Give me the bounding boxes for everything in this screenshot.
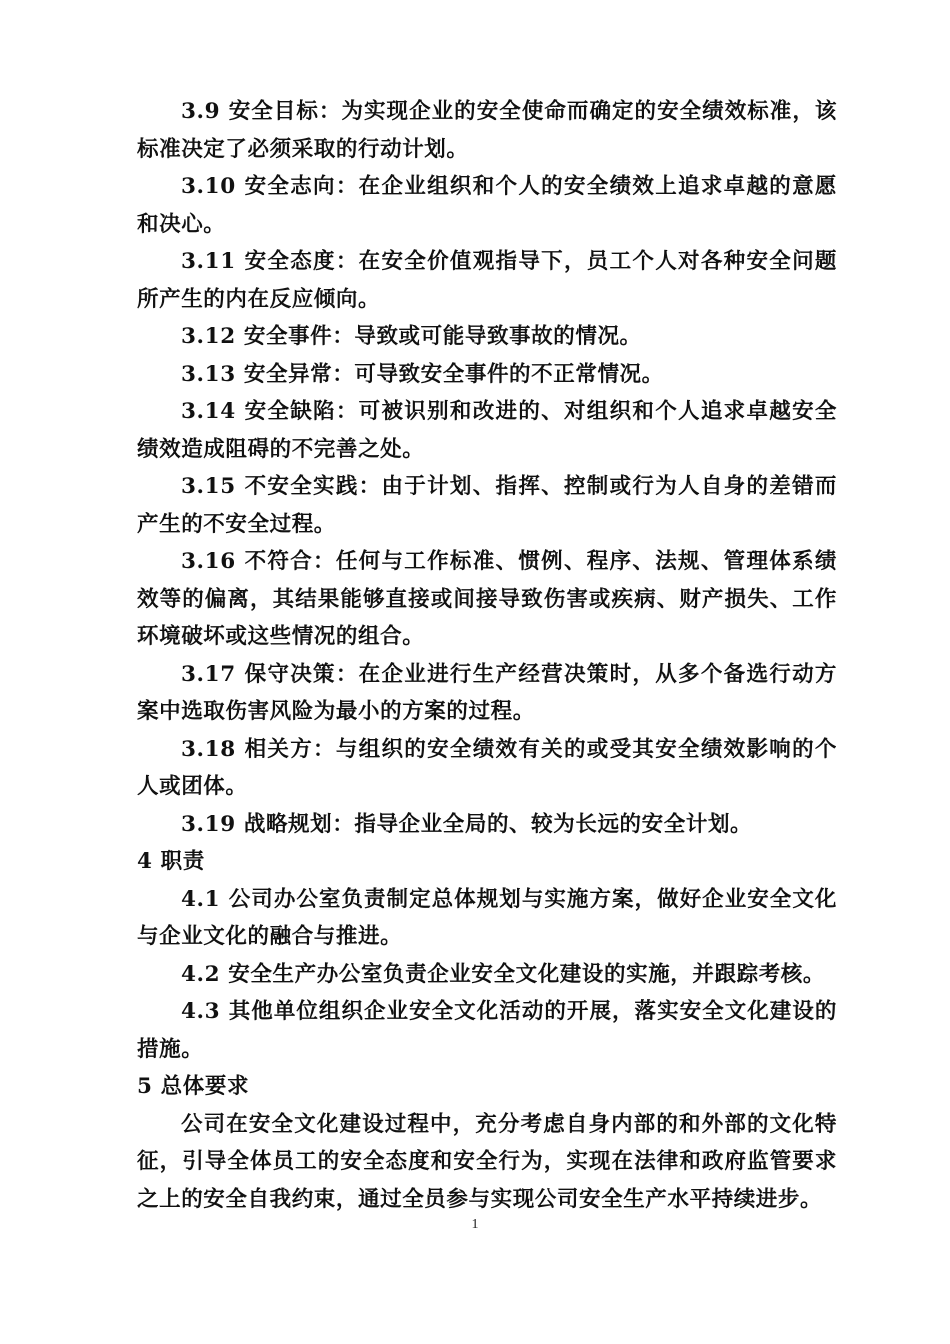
clause-3-18: 3.18 相关方：与组织的安全绩效有关的或受其安全绩效影响的个人或团体。 <box>137 736 837 799</box>
document-body <box>137 93 837 1218</box>
clause-3-19: 3.19 战略规划：指导企业全局的、较为长远的安全计划。 <box>181 811 753 837</box>
clause-3-14: 3.14 安全缺陷：可被识别和改进的、对组织和个人追求卓越安全绩效造成阻碍的不完善之处。 <box>137 399 837 462</box>
clause-3-11: 3.11 安全态度：在安全价值观指导下，员工个人对各种安全问题所产生的内在反应倾向。 <box>137 249 837 312</box>
section-heading-general-requirements: 5 总体要求 <box>137 1074 250 1099</box>
clause-3-17: 3.17 保守决策：在企业进行生产经营决策时，从多个备选行动方案中选取伤害风险为最小的方案的过程。 <box>137 661 837 724</box>
clause-3-13: 3.13 安全异常：可导致安全事件的不正常情况。 <box>181 361 664 387</box>
clause-3-16: 3.16 不符合：任何与工作标准、惯例、程序、法规、管理体系绩效等的偏离，其结果能够直接或间接导致伤害或疾病、财产损失、工作环境破坏或这些情况的组合。 <box>137 549 837 649</box>
section-heading-responsibilities: 4 职责 <box>137 849 205 874</box>
clause-3-9: 3.9 安全目标：为实现企业的安全使命而确定的安全绩效标准，该标准决定了必须采取的行动计划。 <box>137 99 837 162</box>
clause-3-10: 3.10 安全志向：在企业组织和个人的安全绩效上追求卓越的意愿和决心。 <box>137 174 837 237</box>
clause-3-15: 3.15 不安全实践：由于计划、指挥、控制或行为人自身的差错而产生的不安全过程。 <box>137 474 837 537</box>
clause-4-3: 4.3 其他单位组织企业安全文化活动的开展，落实安全文化建设的措施。 <box>137 999 837 1062</box>
general-requirements-paragraph: 公司在安全文化建设过程中，充分考虑自身内部的和外部的文化特征，引导全体员工的安全态度和安全行为，实现在法律和政府监管要求之上的安全自我约束，通过全员参与实现公司安全生产水平持续进步。 <box>137 1111 837 1212</box>
clause-3-12: 3.12 安全事件：导致或可能导致事故的情况。 <box>181 324 642 349</box>
clause-4-2: 4.2 安全生产办公室负责企业安全文化建设的实施，并跟踪考核。 <box>181 961 825 987</box>
clause-4-1: 4.1 公司办公室负责制定总体规划与实施方案，做好企业安全文化与企业文化的融合与推进。 <box>137 886 837 949</box>
page-number: 1 <box>471 1217 479 1232</box>
